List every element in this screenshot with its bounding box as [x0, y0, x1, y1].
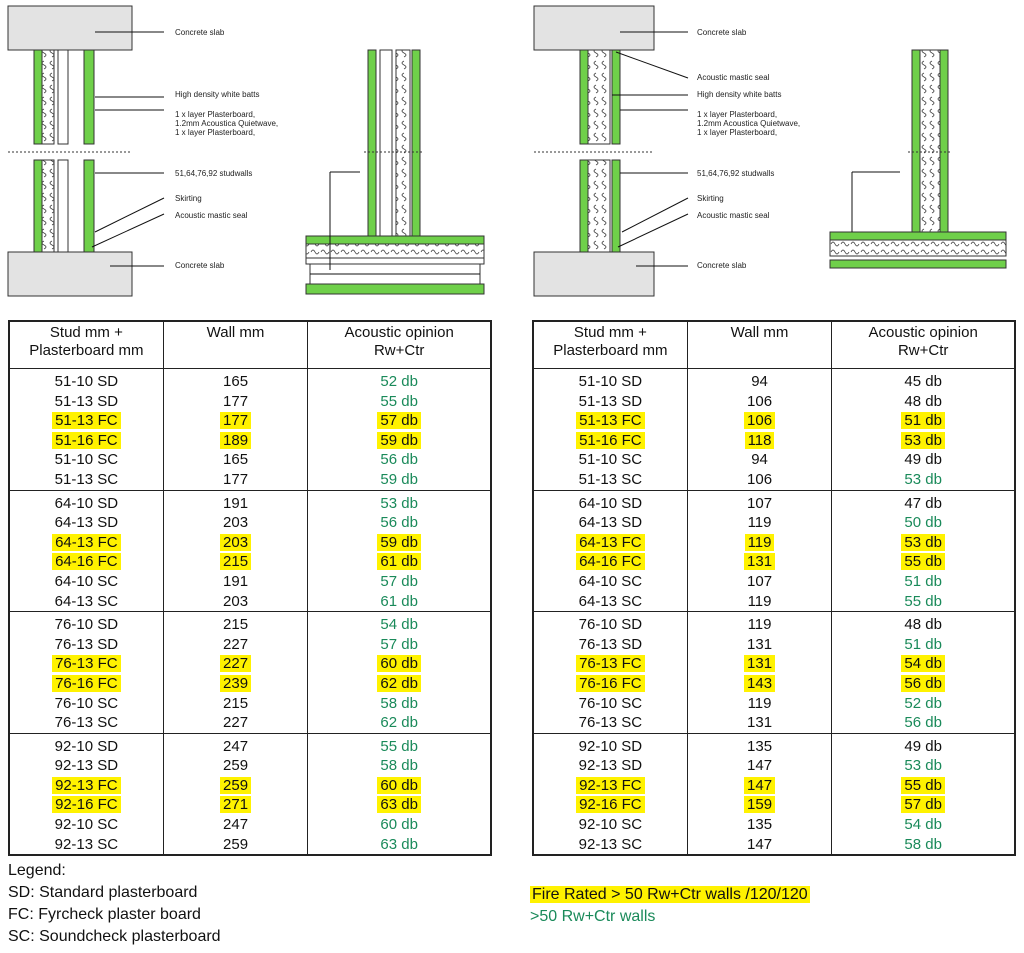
table-row	[533, 635, 1015, 655]
wall-cell: 177	[223, 470, 249, 488]
stud-cell: 92-13 SC	[54, 835, 119, 853]
stud-cell: 92-13 FC	[52, 777, 121, 794]
acoustic-cell: 63 db	[377, 796, 421, 813]
acoustic-cell: 55 db	[901, 777, 945, 794]
concrete-slab-top	[8, 6, 132, 50]
table-row	[533, 756, 1015, 776]
table-row	[9, 490, 491, 513]
stud-cell: 76-10 SD	[54, 616, 119, 634]
wall-cell: 118	[745, 432, 775, 449]
right-label-board1: 1 x layer Plasterboard,	[697, 110, 778, 119]
table-row	[9, 756, 491, 776]
stud-cell: 76-13 FC	[576, 655, 645, 672]
left-plan-detail	[306, 50, 484, 294]
stud-cell: 92-10 SC	[578, 816, 643, 834]
right-label-studwalls: 51,64,76,92 studwalls	[697, 169, 775, 178]
wall-cell: 159	[744, 796, 775, 813]
wall-cell: 106	[747, 392, 773, 410]
left-label-board2: 1 x layer Plasterboard,	[175, 128, 256, 137]
wall-cell: 119	[747, 514, 772, 532]
acoustic-cell: 57 db	[901, 796, 945, 813]
wall-cell: 119	[747, 616, 772, 634]
stud-cell: 92-13 SC	[578, 835, 643, 853]
column-header: Acoustic opinion Rw+Ctr	[832, 321, 1015, 369]
wall-cell: 119	[747, 694, 772, 712]
legend-title: Legend:	[8, 862, 66, 879]
wall-cell: 191	[223, 494, 249, 512]
table-row	[533, 411, 1015, 431]
table-row	[9, 694, 491, 714]
acoustic-cell: 58 db	[380, 757, 418, 775]
wall-cell: 239	[220, 675, 251, 692]
table-row	[533, 592, 1015, 612]
acoustic-cell: 48 db	[904, 616, 942, 634]
stud-cell: 51-13 SD	[54, 392, 119, 410]
table-row	[533, 654, 1015, 674]
wall-cell: 147	[744, 777, 775, 794]
table-row	[9, 552, 491, 572]
table-row	[533, 835, 1015, 856]
stud-cell: 51-13 FC	[52, 412, 121, 429]
stud-group	[9, 733, 491, 855]
left-label-studwalls: 51,64,76,92 studwalls	[175, 169, 253, 178]
stud-cell: 64-13 FC	[576, 534, 645, 551]
acoustic-cell: 49 db	[904, 451, 942, 469]
wall-cell: 135	[747, 816, 773, 834]
stud-cell: 51-13 FC	[576, 412, 645, 429]
table-row	[9, 612, 491, 635]
acoustic-cell: 61 db	[380, 592, 418, 610]
acoustic-cell: 58 db	[380, 694, 418, 712]
table-row	[9, 513, 491, 533]
stud-cell: 64-13 SC	[54, 592, 119, 610]
stud-cell: 51-10 SC	[54, 451, 119, 469]
table-row	[533, 815, 1015, 835]
legend-item-fc: FC: Fyrcheck plaster board	[8, 906, 201, 923]
table-row	[9, 795, 491, 815]
table-row	[9, 411, 491, 431]
right-label-board2: 1 x layer Plasterboard,	[697, 128, 778, 137]
wall-cell: 259	[223, 835, 249, 853]
left-label-quietwave: 1.2mm Acoustica Quietwave,	[175, 119, 279, 128]
acoustic-cell: 59 db	[377, 432, 421, 449]
acoustic-cell: 62 db	[377, 675, 421, 692]
stud-group	[533, 612, 1015, 734]
table-row	[533, 392, 1015, 412]
legend-item-sc: SC: Soundcheck plasterboard	[8, 928, 221, 945]
table-row	[9, 470, 491, 490]
stud-cell: 92-13 SD	[54, 757, 119, 775]
table-row	[9, 635, 491, 655]
stud-group	[9, 369, 491, 491]
wall-cell: 203	[223, 592, 249, 610]
stud-cell: 76-13 SD	[578, 635, 643, 653]
left-label-board1: 1 x layer Plasterboard,	[175, 110, 256, 119]
stud-cell: 51-10 SC	[578, 451, 643, 469]
wall-cell: 147	[747, 835, 773, 853]
acoustic-cell: 45 db	[904, 373, 942, 390]
table-row	[9, 369, 491, 392]
right-label-quietwave: 1.2mm Acoustica Quietwave,	[697, 119, 801, 128]
left-acoustic-table	[8, 320, 492, 856]
table-row	[9, 572, 491, 592]
acoustic-cell: 56 db	[901, 675, 945, 692]
wall-cell: 131	[744, 553, 775, 570]
wall-cell: 131	[747, 635, 773, 653]
acoustic-cell: 54 db	[380, 616, 418, 634]
stud-cell: 76-10 SC	[578, 694, 643, 712]
stud-cell: 51-13 SC	[578, 470, 643, 488]
table-row	[9, 733, 491, 756]
wall-cell: 94	[751, 451, 768, 469]
wall-cell: 227	[223, 635, 249, 653]
wall-cell: 131	[744, 655, 775, 672]
table-row	[533, 612, 1015, 635]
right-acoustic-table	[532, 320, 1016, 856]
wall-cell: 107	[747, 494, 773, 512]
stud-cell: 64-13 SC	[578, 592, 643, 610]
stud-cell: 92-16 FC	[576, 796, 645, 813]
legend	[8, 860, 221, 948]
acoustic-cell: 52 db	[904, 694, 942, 712]
acoustic-cell: 62 db	[380, 714, 418, 732]
table-row	[533, 450, 1015, 470]
stud-cell: 76-16 FC	[52, 675, 121, 692]
stud-cell: 51-16 FC	[52, 432, 121, 449]
acoustic-cell: 48 db	[904, 392, 942, 410]
wall-cell: 259	[223, 757, 249, 775]
wall-cell: 215	[220, 553, 251, 570]
acoustic-cell: 54 db	[904, 816, 942, 834]
table-row	[533, 795, 1015, 815]
column-header: Stud mm + Plasterboard mm	[533, 321, 687, 369]
acoustic-cell: 53 db	[904, 757, 942, 775]
wall-cell: 203	[223, 514, 249, 532]
stud-cell: 76-10 SD	[578, 616, 643, 634]
wall-cell: 227	[220, 655, 251, 672]
right-label-concrete-top: Concrete slab	[697, 28, 747, 37]
wall-cell: 106	[744, 412, 775, 429]
wall-cell: 119	[745, 534, 775, 551]
wall-cell: 247	[223, 816, 249, 834]
wall-cell: 215	[223, 616, 249, 634]
acoustic-cell: 47 db	[904, 494, 942, 512]
acoustic-cell: 49 db	[904, 737, 942, 755]
table-row	[9, 654, 491, 674]
table-row	[9, 431, 491, 451]
wall-cell: 165	[223, 451, 249, 469]
stud-cell: 51-13 SC	[54, 470, 119, 488]
acoustic-cell: 55 db	[904, 592, 942, 610]
left-label-skirting: Skirting	[175, 194, 202, 203]
wall-cell: 203	[220, 534, 251, 551]
table-row	[533, 490, 1015, 513]
stud-cell: 64-10 SD	[578, 494, 643, 512]
wall-cell: 165	[223, 373, 249, 390]
stud-cell: 64-16 FC	[576, 553, 645, 570]
stud-cell: 92-10 SC	[54, 816, 119, 834]
stud-cell: 51-16 FC	[576, 432, 645, 449]
left-label-concrete-top: Concrete slab	[175, 28, 225, 37]
right-label-batts: High density white batts	[697, 90, 782, 99]
left-label-batts: High density white batts	[175, 90, 260, 99]
wall-cell: 143	[744, 675, 775, 692]
left-label-concrete-bottom: Concrete slab	[175, 261, 225, 270]
acoustic-cell: 58 db	[904, 835, 942, 853]
stud-cell: 92-10 SD	[54, 737, 119, 755]
legend-item-sd: SD: Standard plasterboard	[8, 884, 198, 901]
color-key	[530, 884, 810, 928]
acoustic-cell: 56 db	[380, 451, 418, 469]
construction-details	[0, 0, 1024, 310]
wall-cell: 107	[747, 572, 773, 590]
acoustic-cell: 50 db	[904, 514, 942, 532]
acoustic-cell: 59 db	[380, 470, 418, 488]
stud-cell: 92-13 FC	[576, 777, 645, 794]
acoustic-cell: 55 db	[380, 737, 418, 755]
acoustic-cell: 53 db	[901, 432, 945, 449]
key-acoustic: >50 Rw+Ctr walls	[530, 908, 656, 925]
table-row	[533, 369, 1015, 392]
column-header: Wall mm	[687, 321, 832, 369]
stud-cell: 76-13 SD	[54, 635, 119, 653]
stud-cell: 64-13 FC	[52, 534, 121, 551]
stud-group	[533, 369, 1015, 491]
right-label-mastic: Acoustic mastic seal	[697, 211, 770, 220]
wall-cell: 189	[220, 432, 251, 449]
acoustic-cell: 53 db	[901, 534, 945, 551]
acoustic-cell: 59 db	[377, 534, 421, 551]
left-label-mastic: Acoustic mastic seal	[175, 211, 248, 220]
wall-cell: 131	[747, 714, 773, 732]
acoustic-cell: 60 db	[380, 816, 418, 834]
right-label-concrete-bottom: Concrete slab	[697, 261, 747, 270]
stud-cell: 64-10 SC	[578, 572, 643, 590]
wall-cell: 135	[747, 737, 773, 755]
table-row	[533, 431, 1015, 451]
table-row	[9, 450, 491, 470]
acoustic-cell: 53 db	[904, 470, 942, 488]
stud-cell: 92-10 SD	[578, 737, 643, 755]
acoustic-cell: 56 db	[904, 714, 942, 732]
acoustic-cell: 60 db	[377, 655, 421, 672]
acoustic-cell: 57 db	[380, 635, 418, 653]
wall-cell: 94	[751, 373, 768, 390]
acoustic-cell: 57 db	[377, 412, 421, 429]
left-section-detail	[8, 6, 164, 296]
right-section-detail	[534, 6, 688, 296]
acoustic-cell: 52 db	[380, 373, 418, 390]
wall-cell: 147	[747, 757, 773, 775]
wall-cell: 177	[220, 412, 251, 429]
table-row	[533, 552, 1015, 572]
stud-group	[9, 612, 491, 734]
acoustic-cell: 55 db	[901, 553, 945, 570]
table-row	[9, 392, 491, 412]
wall-cell: 106	[747, 470, 773, 488]
acoustic-cell: 63 db	[380, 835, 418, 853]
wall-cell: 119	[747, 592, 772, 610]
table-row	[9, 835, 491, 856]
stud-cell: 64-13 SD	[54, 514, 119, 532]
stud-group	[9, 490, 491, 612]
acoustic-cell: 54 db	[901, 655, 945, 672]
column-header: Wall mm	[163, 321, 308, 369]
table-row	[9, 713, 491, 733]
table-row	[533, 572, 1015, 592]
stud-cell: 64-10 SD	[54, 494, 119, 512]
table-row	[9, 674, 491, 694]
stud-cell: 51-10 SD	[54, 373, 119, 390]
acoustic-cell: 57 db	[380, 572, 418, 590]
table-row	[533, 694, 1015, 714]
stud-cell: 92-13 SD	[578, 757, 643, 775]
table-row	[9, 776, 491, 796]
concrete-slab-bottom	[8, 252, 132, 296]
column-header: Acoustic opinion Rw+Ctr	[308, 321, 491, 369]
table-row	[9, 533, 491, 553]
wall-cell: 227	[223, 714, 249, 732]
wall-cell: 177	[223, 392, 249, 410]
wall-cell: 215	[223, 694, 249, 712]
stud-cell: 64-13 SD	[578, 514, 643, 532]
column-header: Stud mm + Plasterboard mm	[9, 321, 163, 369]
stud-cell: 76-13 FC	[52, 655, 121, 672]
table-row	[9, 815, 491, 835]
acoustic-cell: 55 db	[380, 392, 418, 410]
wall-cell: 247	[223, 737, 249, 755]
right-label-mastic-top: Acoustic mastic seal	[697, 73, 770, 82]
acoustic-cell: 61 db	[377, 553, 421, 570]
wall-cell: 259	[220, 777, 251, 794]
stud-cell: 64-16 FC	[52, 553, 121, 570]
table-row	[533, 713, 1015, 733]
stud-cell: 51-13 SD	[578, 392, 643, 410]
table-row	[533, 470, 1015, 490]
acoustic-cell: 51 db	[904, 635, 942, 653]
stud-cell: 76-10 SC	[54, 694, 119, 712]
stud-cell: 76-13 SC	[54, 714, 119, 732]
key-fire-rated: Fire Rated > 50 Rw+Ctr walls /120/120	[532, 886, 808, 903]
right-label-skirting: Skirting	[697, 194, 724, 203]
acoustic-cell: 53 db	[380, 494, 418, 512]
acoustic-cell: 56 db	[380, 514, 418, 532]
table-row	[533, 776, 1015, 796]
right-plan-detail	[830, 50, 1006, 268]
stud-group	[533, 733, 1015, 855]
table-row	[533, 513, 1015, 533]
acoustic-cell: 60 db	[377, 777, 421, 794]
table-row	[533, 733, 1015, 756]
acoustic-cell: 51 db	[904, 572, 942, 590]
stud-cell: 92-16 FC	[52, 796, 121, 813]
stud-cell: 64-10 SC	[54, 572, 119, 590]
table-row	[9, 592, 491, 612]
stud-cell: 76-13 SC	[578, 714, 643, 732]
stud-group	[533, 490, 1015, 612]
wall-cell: 271	[220, 796, 251, 813]
table-row	[533, 533, 1015, 553]
table-row	[533, 674, 1015, 694]
stud-cell: 76-16 FC	[576, 675, 645, 692]
acoustic-cell: 51 db	[901, 412, 945, 429]
wall-cell: 191	[223, 572, 249, 590]
stud-cell: 51-10 SD	[578, 373, 643, 390]
